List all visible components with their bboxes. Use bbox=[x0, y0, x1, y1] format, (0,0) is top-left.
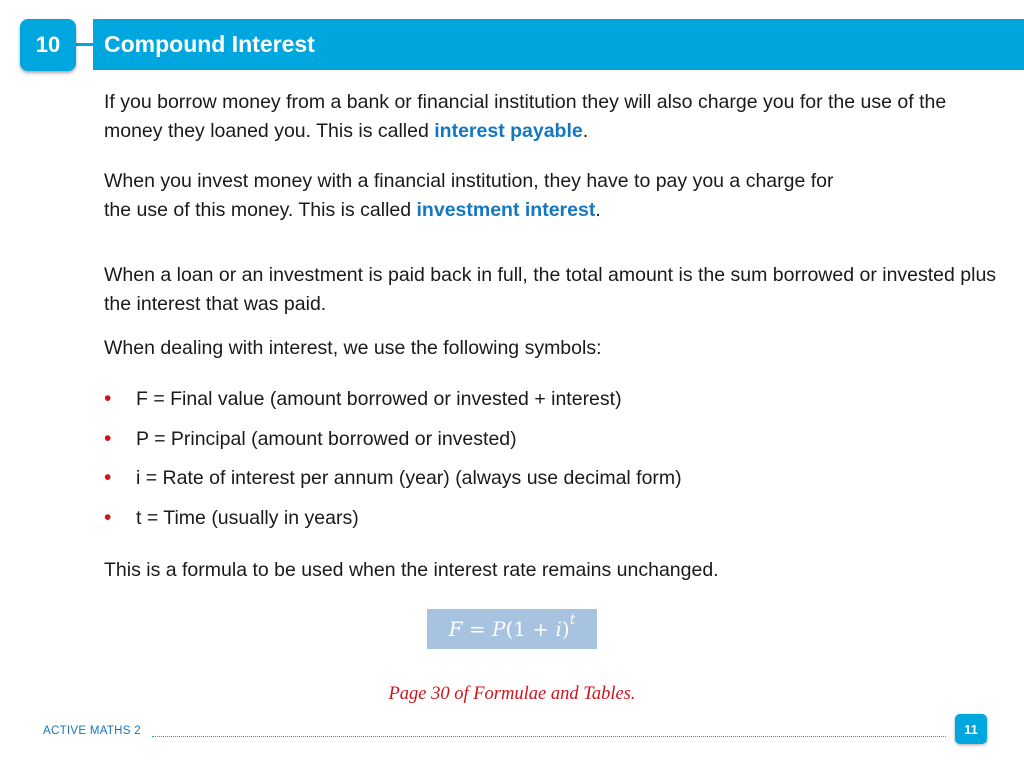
paragraph-total-amount: When a loan or an investment is paid back in full, the total amount is the sum borrowed or invested plus the interest that was paid. bbox=[104, 264, 997, 315]
bullet-icon: • bbox=[104, 387, 112, 410]
symbols-list bbox=[104, 385, 1004, 544]
term-interest-payable: interest payable bbox=[434, 120, 583, 142]
paragraph-text: If you borrow money from a bank or financial institution they will also charge you for the use of the money they loaned you. This is called bbox=[104, 91, 947, 142]
bullet-icon: • bbox=[104, 506, 112, 530]
list-item bbox=[104, 425, 1004, 465]
formulae-tables-reference: Page 30 of Formulae and Tables. bbox=[388, 684, 636, 704]
page-title: Compound Interest bbox=[104, 31, 315, 57]
paragraph-investment-interest bbox=[104, 167, 844, 225]
formula-exponent: 𝑡 bbox=[569, 612, 576, 628]
list-item-text: i = Rate of interest per annum (year) (always use decimal form) bbox=[136, 467, 682, 490]
paragraph-end: . bbox=[595, 199, 601, 221]
list-item-text: t = Time (usually in years) bbox=[136, 507, 359, 530]
chapter-number-badge: 10 bbox=[20, 19, 76, 71]
paragraph-interest-payable bbox=[104, 88, 1004, 146]
formula-expression: 𝐹 = 𝑃(1 + 𝑖) bbox=[448, 617, 570, 641]
list-item bbox=[104, 385, 1004, 425]
list-item-text: F = Final value (amount borrowed or invested + interest) bbox=[136, 388, 622, 410]
bullet-icon: • bbox=[104, 426, 112, 450]
list-item bbox=[104, 464, 1004, 504]
paragraph-symbols-intro: When dealing with interest, we use the following symbols: bbox=[104, 337, 602, 359]
bullet-icon: • bbox=[104, 466, 112, 490]
badge-connector bbox=[74, 43, 94, 46]
paragraph-end: . bbox=[582, 120, 589, 142]
list-item-text: P = Principal (amount borrowed or invested) bbox=[136, 427, 517, 450]
footer-brand: ACTIVE MATHS 2 bbox=[43, 725, 141, 737]
page-number-badge: 11 bbox=[955, 714, 987, 744]
compound-interest-formula bbox=[427, 609, 597, 649]
footer-divider bbox=[152, 736, 946, 737]
paragraph-text: When you invest money with a financial institution, they have to pay you a charge for the use of this money. This is called bbox=[104, 170, 834, 221]
list-item bbox=[104, 504, 1004, 544]
paragraph-formula-intro: This is a formula to be used when the interest rate remains unchanged. bbox=[104, 559, 719, 581]
term-investment-interest: investment interest bbox=[416, 199, 596, 221]
